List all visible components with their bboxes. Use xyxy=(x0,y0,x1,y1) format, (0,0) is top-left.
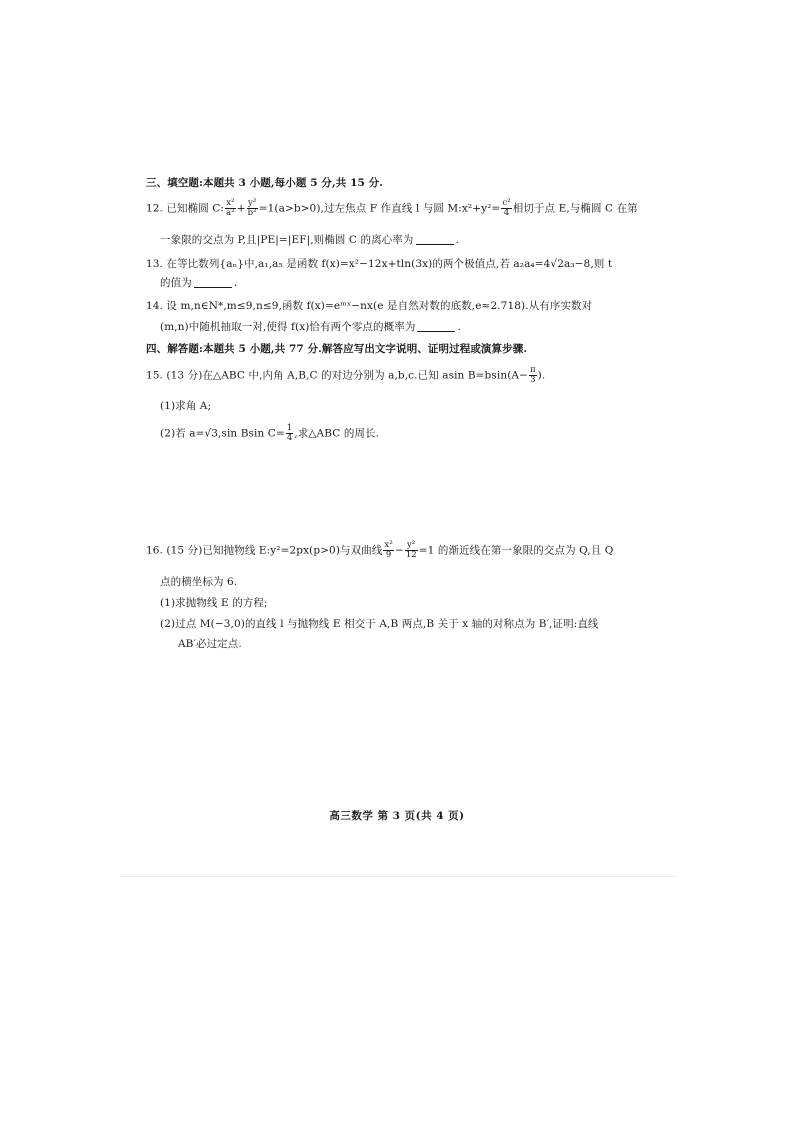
q14-line1: 14. 设 m,n∈N*,m≤9,n≤9,函数 f(x)=eᵐˣ−nx(e 是自然对数的底数,e≈2.718).从有序实数对 xyxy=(146,300,593,312)
q12-frac-x2-a2: $\frac{\text{x²}}{\text{a²}}$ xyxy=(226,198,235,218)
page-footer: 高三数学 第 3 页(共 4 页) xyxy=(329,810,465,822)
q14-line2: (m,n)中随机抽取一对,使得 f(x)恰有两个零点的概率为 . xyxy=(160,321,461,333)
q15-part1: (1)求角 A; xyxy=(160,400,212,412)
section4-heading: 四、解答题:本题共 5 小题,共 77 分.解答应写出文字说明、证明过程或演算步骤. xyxy=(146,343,528,355)
q12-line2: 一象限的交点为 P,且|PE|=|EF|,则椭圆 C 的离心率为 . xyxy=(160,234,459,246)
q16-part1: (1)求抛物线 E 的方程; xyxy=(160,597,268,609)
q16-part2-line2: AB′必过定点. xyxy=(178,638,242,650)
section3-heading: 三、填空题:本题共 3 小题,每小题 5 分,共 15 分. xyxy=(146,177,383,189)
answer-blank[interactable] xyxy=(416,234,454,245)
answer-blank[interactable] xyxy=(194,277,232,288)
answer-blank[interactable] xyxy=(417,321,455,332)
q15-line1: 15. (13 分)在△ABC 中,内角 A,B,C 的对边分别为 a,b,c.已知 asin B=bsin(A− $\frac{\pi}{3}$ ). xyxy=(146,365,546,385)
q16-line1: 16. (15 分)已知抛物线 E:y²=2px(p>0)与双曲线 $\frac{\text{x²}}{9}$ − $\frac{\text{y²}}{12}$ =1 的渐近线在第一象限的交点为 Q,且 Q xyxy=(146,540,614,560)
scan-edge-divider xyxy=(120,876,675,877)
q15-frac-1-4: $\frac{1}{4}$ xyxy=(286,423,293,443)
q15-frac-pi-3: $\frac{\pi}{3}$ xyxy=(529,365,536,385)
q16-frac-y2-12: $\frac{\text{y²}}{12}$ xyxy=(405,540,417,560)
q16-frac-x2-9: $\frac{\text{x²}}{9}$ xyxy=(384,540,393,560)
q16-line2: 点的横坐标为 6. xyxy=(160,576,238,588)
q12-text-a: 12. 已知椭圆 C: xyxy=(146,202,225,215)
q13-line2: 的值为 . xyxy=(160,277,238,289)
q13-line1: 13. 在等比数列{aₙ}中,a₁,a₅ 是函数 f(x)=x²−12x+tln(3x)的两个极值点,若 a₂a₄=4√2a₃−8,则 t xyxy=(146,258,613,270)
q12-line1: 12. 已知椭圆 C: $\frac{\text{x²}}{\text{a²}}$ + $\frac{\text{y²}}{\text{b²}}$ =1(a>b>0),过左焦点 F 作直线 l 与圆 M:x²+y²= $\frac{\text{c²}}{4}$ 相切于点 E,与椭圆 C 在第 xyxy=(146,198,638,218)
q12-frac-y2-b2: $\frac{\text{y²}}{\text{b²}}$ xyxy=(247,198,257,218)
q12-frac-c2-4: $\frac{\text{c²}}{4}$ xyxy=(502,198,511,218)
q15-part2: (2)若 a=√3,sin Bsin C= $\frac{1}{4}$ ,求△ABC 的周长. xyxy=(160,423,380,443)
q12-text-c: 相切于点 E,与椭圆 C 在第 xyxy=(512,202,638,215)
q16-part2-line1: (2)过点 M(−3,0)的直线 l 与抛物线 E 相交于 A,B 两点,B 关于 x 轴的对称点为 B′,证明:直线 xyxy=(160,618,599,630)
q12-text-b: =1(a>b>0),过左焦点 F 作直线 l 与圆 M:x²+y²= xyxy=(258,202,501,215)
